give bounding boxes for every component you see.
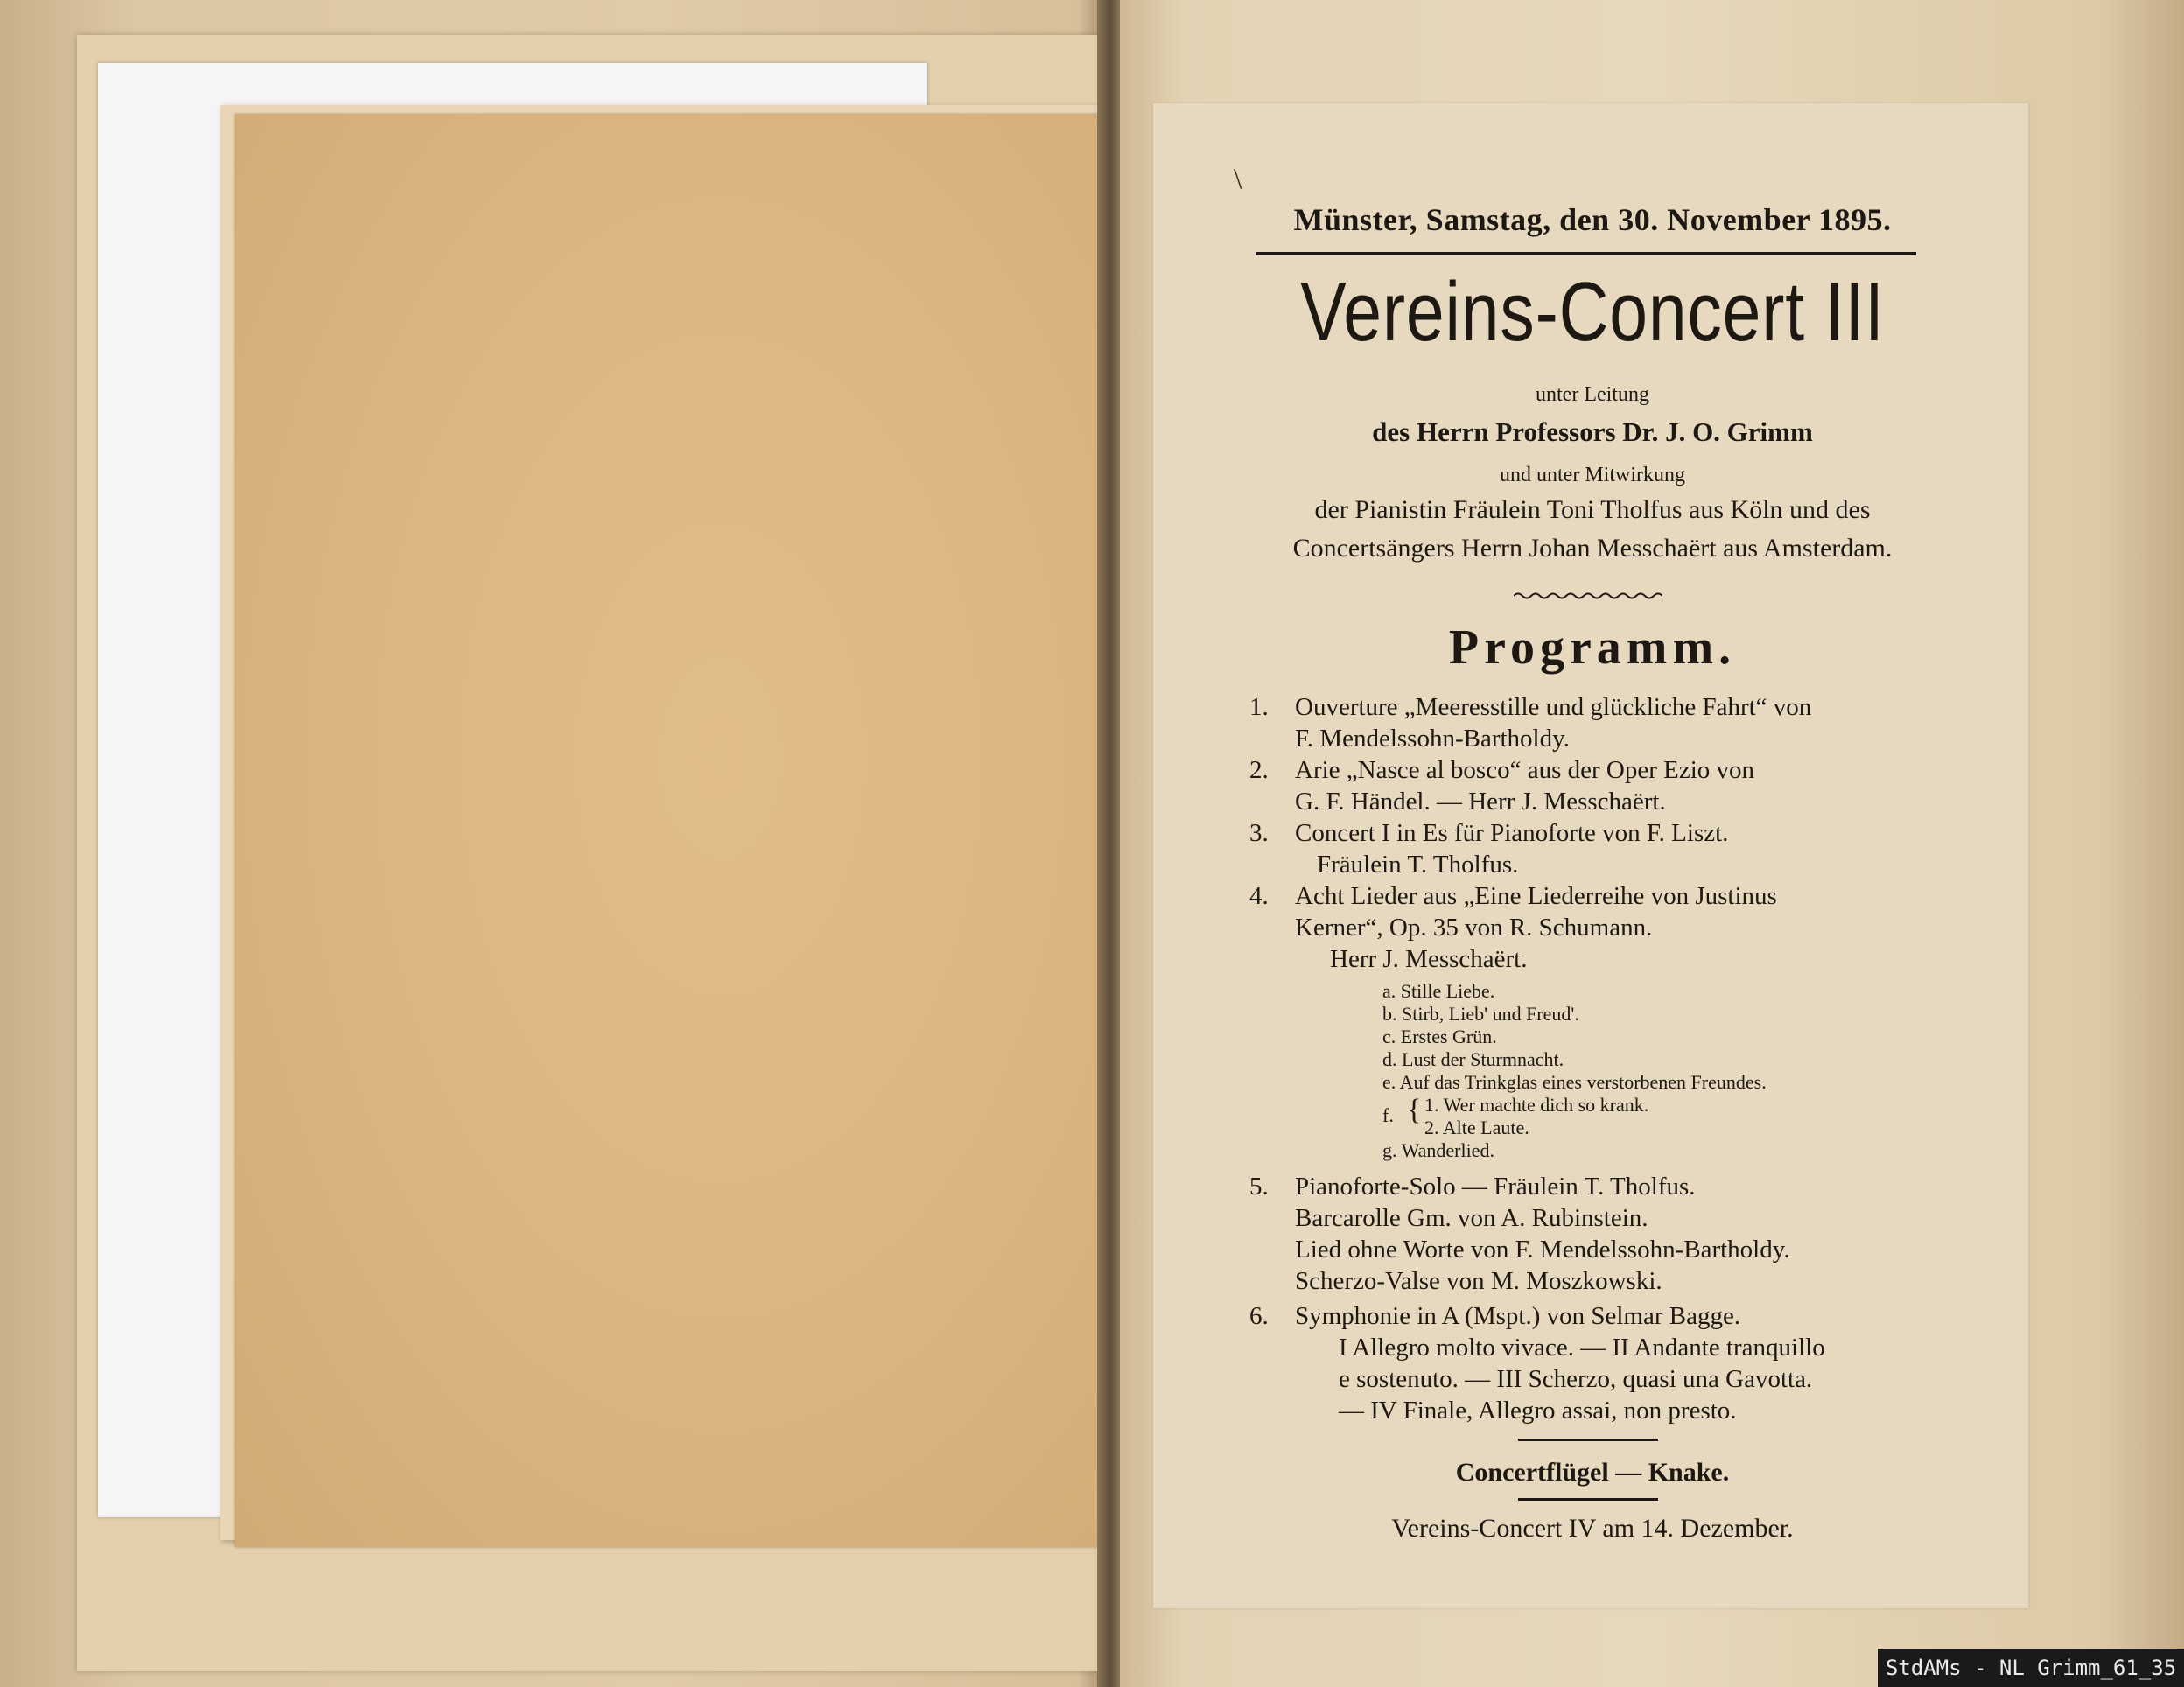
mitwirkung-intro: und unter Mitwirkung — [1500, 464, 1685, 486]
concertfluegel-line: Concertflügel — Knake. — [1455, 1458, 1730, 1487]
item-number: 4. — [1250, 882, 1269, 910]
item-text: Ouverture „Meeresstille und glückliche Fahrt“ von — [1295, 693, 1812, 721]
item-text: Scherzo-Valse von M. Moszkowski. — [1295, 1267, 1662, 1295]
archive-caption: StdAMs - NL Grimm_61_35 — [1878, 1648, 2184, 1687]
header-rule — [1256, 252, 1916, 256]
item-text: F. Mendelssohn-Bartholdy. — [1295, 724, 1570, 752]
item-number: 1. — [1250, 693, 1269, 721]
song-a: a. Stille Liebe. — [1382, 980, 1495, 1002]
item-text: Symphonie in A (Mspt.) von Selmar Bagge. — [1295, 1302, 1741, 1330]
item-text: Kerner“, Op. 35 von R. Schumann. — [1295, 914, 1653, 942]
song-f2: 2. Alte Laute. — [1424, 1116, 1530, 1138]
next-concert-line: Vereins-Concert IV am 14. Dezember. — [1391, 1514, 1794, 1543]
program-heading: Programm. — [1448, 620, 1737, 675]
item-text: Concert I in Es für Pianoforte von F. Liszt. — [1295, 819, 1729, 847]
performers-line-1: der Pianistin Fräulein Toni Tholfus aus Köln und des — [1314, 495, 1871, 524]
song-c: c. Erstes Grün. — [1382, 1026, 1497, 1047]
item-text: I Allegro molto vivace. — II Andante tranquillo — [1339, 1334, 1825, 1362]
ornamental-divider — [1514, 592, 1662, 600]
item-number: 6. — [1250, 1302, 1269, 1330]
item-number: 5. — [1250, 1172, 1269, 1200]
song-e: e. Auf das Trinkglas eines verstorbenen Freundes. — [1382, 1071, 1767, 1093]
item-text: Herr J. Messchaërt. — [1330, 945, 1528, 973]
leitung-intro: unter Leitung — [1536, 383, 1649, 406]
item-number: 2. — [1250, 756, 1269, 784]
item-text: Pianoforte-Solo — Fräulein T. Tholfus. — [1295, 1172, 1696, 1200]
item-text: — IV Finale, Allegro assai, non presto. — [1339, 1396, 1737, 1424]
performers-line-2: Concertsängers Herrn Johan Messchaërt aus Amsterdam. — [1292, 534, 1893, 563]
song-f-label: f. — [1382, 1104, 1394, 1126]
song-b: b. Stirb, Lieb' und Freud'. — [1382, 1003, 1579, 1025]
blank-left-page — [234, 114, 1118, 1547]
song-f-brace: { — [1407, 1094, 1422, 1126]
item-text: Acht Lieder aus „Eine Liederreihe von Justinus — [1295, 882, 1777, 910]
pencil-mark: \ — [1234, 163, 1242, 195]
divider-rule — [1518, 1498, 1658, 1501]
item-text: Arie „Nasce al bosco“ aus der Oper Ezio von — [1295, 756, 1755, 784]
item-text: Barcarolle Gm. von A. Rubinstein. — [1295, 1204, 1648, 1232]
conductor-line: des Herrn Professors Dr. J. O. Grimm — [1372, 416, 1813, 447]
item-text: e sostenuto. — III Scherzo, quasi una Gavotta. — [1339, 1365, 1813, 1393]
concert-program — [1208, 163, 1978, 1543]
item-text: G. F. Händel. — Herr J. Messchaërt. — [1295, 788, 1666, 816]
dateline: Münster, Samstag, den 30. November 1895. — [1293, 202, 1892, 237]
item-text: Fräulein T. Tholfus. — [1317, 850, 1519, 878]
divider-rule — [1518, 1438, 1658, 1441]
concert-title: Vereins-Concert III — [1300, 265, 1885, 359]
song-f1: 1. Wer machte dich so krank. — [1424, 1094, 1649, 1116]
song-g: g. Wanderlied. — [1382, 1139, 1494, 1161]
item-text: Lied ohne Worte von F. Mendelssohn-Bartholdy. — [1295, 1236, 1790, 1264]
song-d: d. Lust der Sturmnacht. — [1382, 1048, 1564, 1070]
item-number: 3. — [1250, 819, 1269, 847]
